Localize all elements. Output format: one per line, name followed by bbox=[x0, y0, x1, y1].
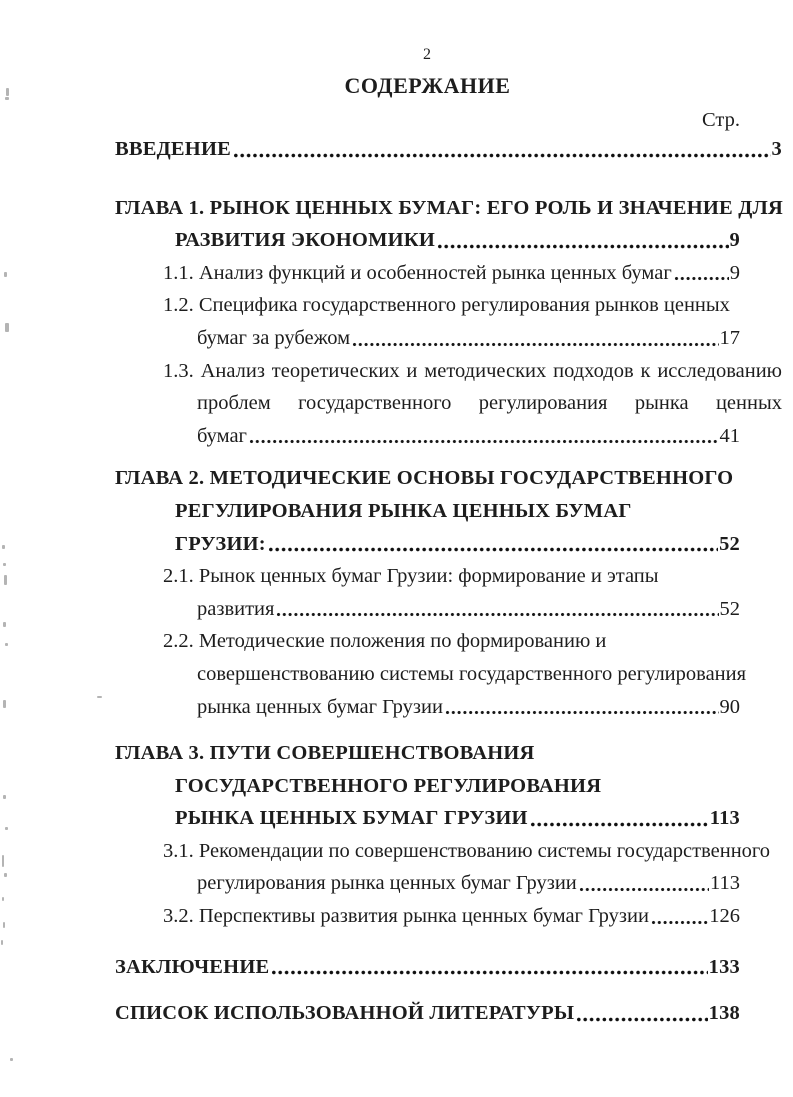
toc-entry-text: 3.1. Рекомендации по совершенствованию системы государственного bbox=[163, 839, 771, 862]
page-ref-number: 126 bbox=[709, 905, 740, 928]
toc-row bbox=[115, 658, 747, 691]
page-ref-number: 17 bbox=[719, 326, 740, 349]
page-ref-number: 138 bbox=[708, 1002, 740, 1025]
toc-row bbox=[115, 192, 784, 225]
toc-entry-text: совершенствованию системы государственного регулирования bbox=[197, 662, 747, 685]
toc-row bbox=[115, 289, 740, 322]
scan-speck bbox=[5, 827, 8, 830]
toc-row bbox=[115, 802, 740, 835]
scan-speck bbox=[3, 700, 6, 708]
toc-entry-text: развития bbox=[197, 597, 275, 620]
scan-speck bbox=[97, 696, 102, 698]
dot-leader bbox=[437, 243, 729, 250]
toc-entry-text: РАЗВИТИЯ ЭКОНОМИКИ bbox=[175, 229, 435, 252]
toc-entry-text: ГЛАВА 2. МЕТОДИЧЕСКИЕ ОСНОВЫ ГОСУДАРСТВЕННОГО bbox=[115, 467, 734, 490]
page-column-label: Стр. bbox=[702, 109, 740, 131]
scan-speck bbox=[4, 575, 7, 585]
page-number: 2 bbox=[423, 46, 432, 63]
dot-leader bbox=[445, 709, 719, 716]
scan-speck bbox=[3, 922, 5, 928]
toc-entry-text: 1.1. Анализ функций и особенностей рынка ценных бумаг bbox=[163, 261, 672, 284]
toc-row bbox=[115, 420, 740, 453]
toc-entry-text: РЫНКА ЦЕННЫХ БУМАГ ГРУЗИИ bbox=[175, 807, 528, 830]
dot-leader bbox=[530, 821, 709, 828]
page-ref-number: 113 bbox=[709, 807, 740, 830]
dot-leader bbox=[352, 341, 718, 348]
text-block bbox=[115, 0, 784, 1030]
toc-row bbox=[115, 625, 740, 658]
toc-entry-text: 1.2. Специфика государственного регулирования рынков ценных bbox=[163, 294, 730, 317]
page-ref-number: 52 bbox=[719, 532, 740, 555]
toc-row bbox=[115, 997, 740, 1030]
scan-speck bbox=[1, 940, 3, 945]
page-ref-number: 90 bbox=[719, 695, 740, 718]
dot-leader bbox=[674, 275, 729, 282]
toc-entry-text: 1.3. Анализ теоретических и методических подходов к исследованию bbox=[163, 359, 782, 382]
toc-entry-text: ВВЕДЕНИЕ bbox=[115, 138, 231, 160]
toc-row bbox=[115, 951, 740, 984]
page-ref-number: 3 bbox=[771, 138, 782, 160]
scan-speck bbox=[4, 272, 7, 277]
scan-speck bbox=[5, 643, 8, 646]
toc-entry-text: РЕГУЛИРОВАНИЯ РЫНКА ЦЕННЫХ БУМАГ bbox=[175, 499, 632, 522]
toc-entry-text: ЗАКЛЮЧЕНИЕ bbox=[115, 955, 270, 978]
toc-entry-text: 3.2. Перспективы развития рынка ценных бумаг Грузии bbox=[163, 905, 649, 928]
toc-entry-text: проблем государственного регулирования рынка ценных bbox=[197, 392, 782, 415]
toc-row bbox=[115, 133, 782, 166]
toc-list bbox=[115, 133, 784, 1030]
dot-leader bbox=[271, 969, 707, 976]
toc-row bbox=[115, 867, 740, 900]
toc-row bbox=[115, 387, 782, 420]
toc-entry-text: рынка ценных бумаг Грузии bbox=[197, 695, 443, 718]
toc-row bbox=[115, 560, 740, 593]
toc-row bbox=[115, 900, 740, 933]
page-ref-number: 9 bbox=[729, 229, 740, 252]
scan-speck bbox=[10, 1058, 13, 1061]
scan-speck bbox=[6, 88, 9, 96]
dot-leader bbox=[249, 438, 719, 445]
scan-speck bbox=[2, 897, 4, 901]
toc-entry-text: ГЛАВА 3. ПУТИ СОВЕРШЕНСТВОВАНИЯ bbox=[115, 742, 535, 765]
toc-row bbox=[115, 593, 740, 626]
toc-entry-text: ГОСУДАРСТВЕННОГО РЕГУЛИРОВАНИЯ bbox=[175, 774, 602, 797]
scan-speck bbox=[5, 97, 9, 100]
toc-entry-text: бумаг bbox=[197, 424, 247, 447]
toc-entry-text: ГРУЗИИ: bbox=[175, 532, 266, 555]
scan-speck bbox=[2, 855, 4, 867]
scan-speck bbox=[4, 873, 7, 877]
dot-leader bbox=[576, 1016, 707, 1023]
toc-row bbox=[115, 224, 740, 257]
scan-speck bbox=[2, 545, 5, 549]
scan-speck bbox=[5, 323, 9, 332]
toc-entry-text: бумаг за рубежом bbox=[197, 326, 351, 349]
dot-leader bbox=[579, 886, 709, 893]
toc-row bbox=[115, 495, 740, 528]
toc-title: СОДЕРЖАНИЕ bbox=[344, 73, 511, 98]
scan-speck bbox=[3, 563, 6, 566]
scan-speck bbox=[3, 795, 6, 799]
dot-leader bbox=[233, 152, 771, 159]
dot-leader bbox=[268, 546, 718, 553]
toc-row bbox=[115, 691, 740, 724]
toc-row bbox=[115, 257, 740, 290]
toc-row bbox=[115, 737, 740, 770]
toc-row bbox=[115, 528, 740, 561]
page-ref-number: 9 bbox=[729, 261, 740, 284]
toc-row bbox=[115, 462, 740, 495]
page-ref-number: 113 bbox=[710, 872, 740, 895]
page-ref-number: 52 bbox=[719, 597, 740, 620]
toc-row bbox=[115, 835, 771, 868]
dot-leader bbox=[651, 919, 708, 926]
page-ref-number: 133 bbox=[708, 955, 740, 978]
toc-entry-text: 2.1. Рынок ценных бумаг Грузии: формирование и этапы bbox=[163, 565, 659, 588]
scan-speck bbox=[3, 622, 6, 627]
toc-entry-text: регулирования рынка ценных бумаг Грузии bbox=[197, 872, 577, 895]
toc-row bbox=[115, 322, 740, 355]
toc-entry-text: 2.2. Методические положения по формированию и bbox=[163, 630, 607, 653]
toc-row bbox=[115, 770, 740, 803]
toc-entry-text: ГЛАВА 1. РЫНОК ЦЕННЫХ БУМАГ: ЕГО РОЛЬ И ЗНАЧЕНИЕ ДЛЯ bbox=[115, 196, 784, 219]
toc-row bbox=[115, 355, 782, 388]
dot-leader bbox=[276, 611, 718, 618]
toc-entry-text: СПИСОК ИСПОЛЬЗОВАННОЙ ЛИТЕРАТУРЫ bbox=[115, 1002, 575, 1025]
page-ref-number: 41 bbox=[719, 424, 740, 447]
